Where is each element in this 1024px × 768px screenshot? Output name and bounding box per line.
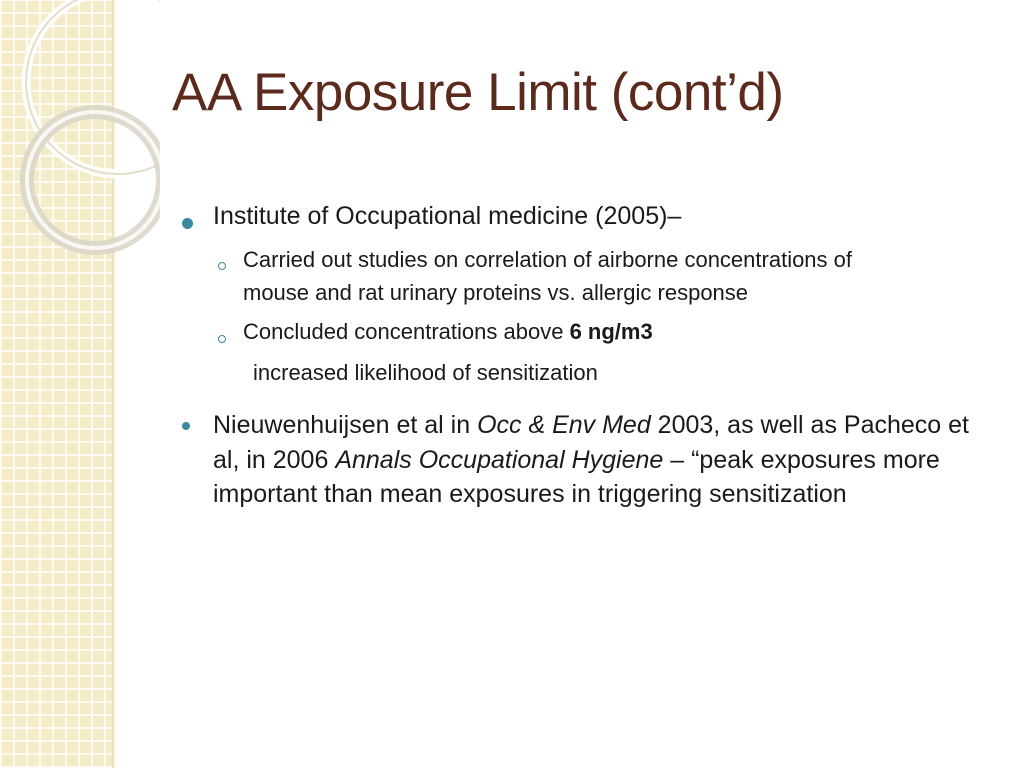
sub-bullet-2-line-1 (243, 319, 653, 345)
sub-bullet-2-bold-value: 6 ng/m3 (569, 319, 653, 344)
bullet-1-text: Institute of Occupational medicine (2005)– (213, 202, 682, 230)
bullet-2-line-1 (213, 411, 969, 440)
bullet-dot-icon (182, 218, 193, 229)
sub-bullet-1-line-2: mouse and rat urinary proteins vs. allergic response (243, 280, 749, 305)
bullet-2-line-2 (213, 446, 940, 475)
sub-bullet-2-continuation: increased likelihood of sensitization (253, 360, 598, 385)
slide-title: AA Exposure Limit (cont’d) (172, 63, 784, 122)
bullet-2-journal-2: Annals Occupational Hygiene (335, 446, 664, 474)
bullet-2-line-2-pre: al, in 2006 (213, 446, 336, 474)
sub-bullet-ring-icon (218, 335, 226, 343)
sub-bullet-1-line-1: Carried out studies on correlation of airborne concentrations of (243, 247, 853, 272)
bullet-2-line-2-post: – “peak exposures more (663, 446, 940, 474)
bullet-2-line-1-post: 2003, as well as Pacheco et (650, 411, 969, 439)
bullet-2-line-3: important than mean exposures in triggering sensitization (213, 480, 847, 508)
sub-bullet-2-prefix: Concluded concentrations above (243, 319, 570, 344)
bullet-dot-icon (182, 422, 190, 430)
sub-bullet-ring-icon (218, 262, 226, 270)
bullet-2-journal-1: Occ & Env Med (477, 411, 651, 439)
bullet-2-line-1-pre: Nieuwenhuijsen et al in (213, 411, 478, 439)
